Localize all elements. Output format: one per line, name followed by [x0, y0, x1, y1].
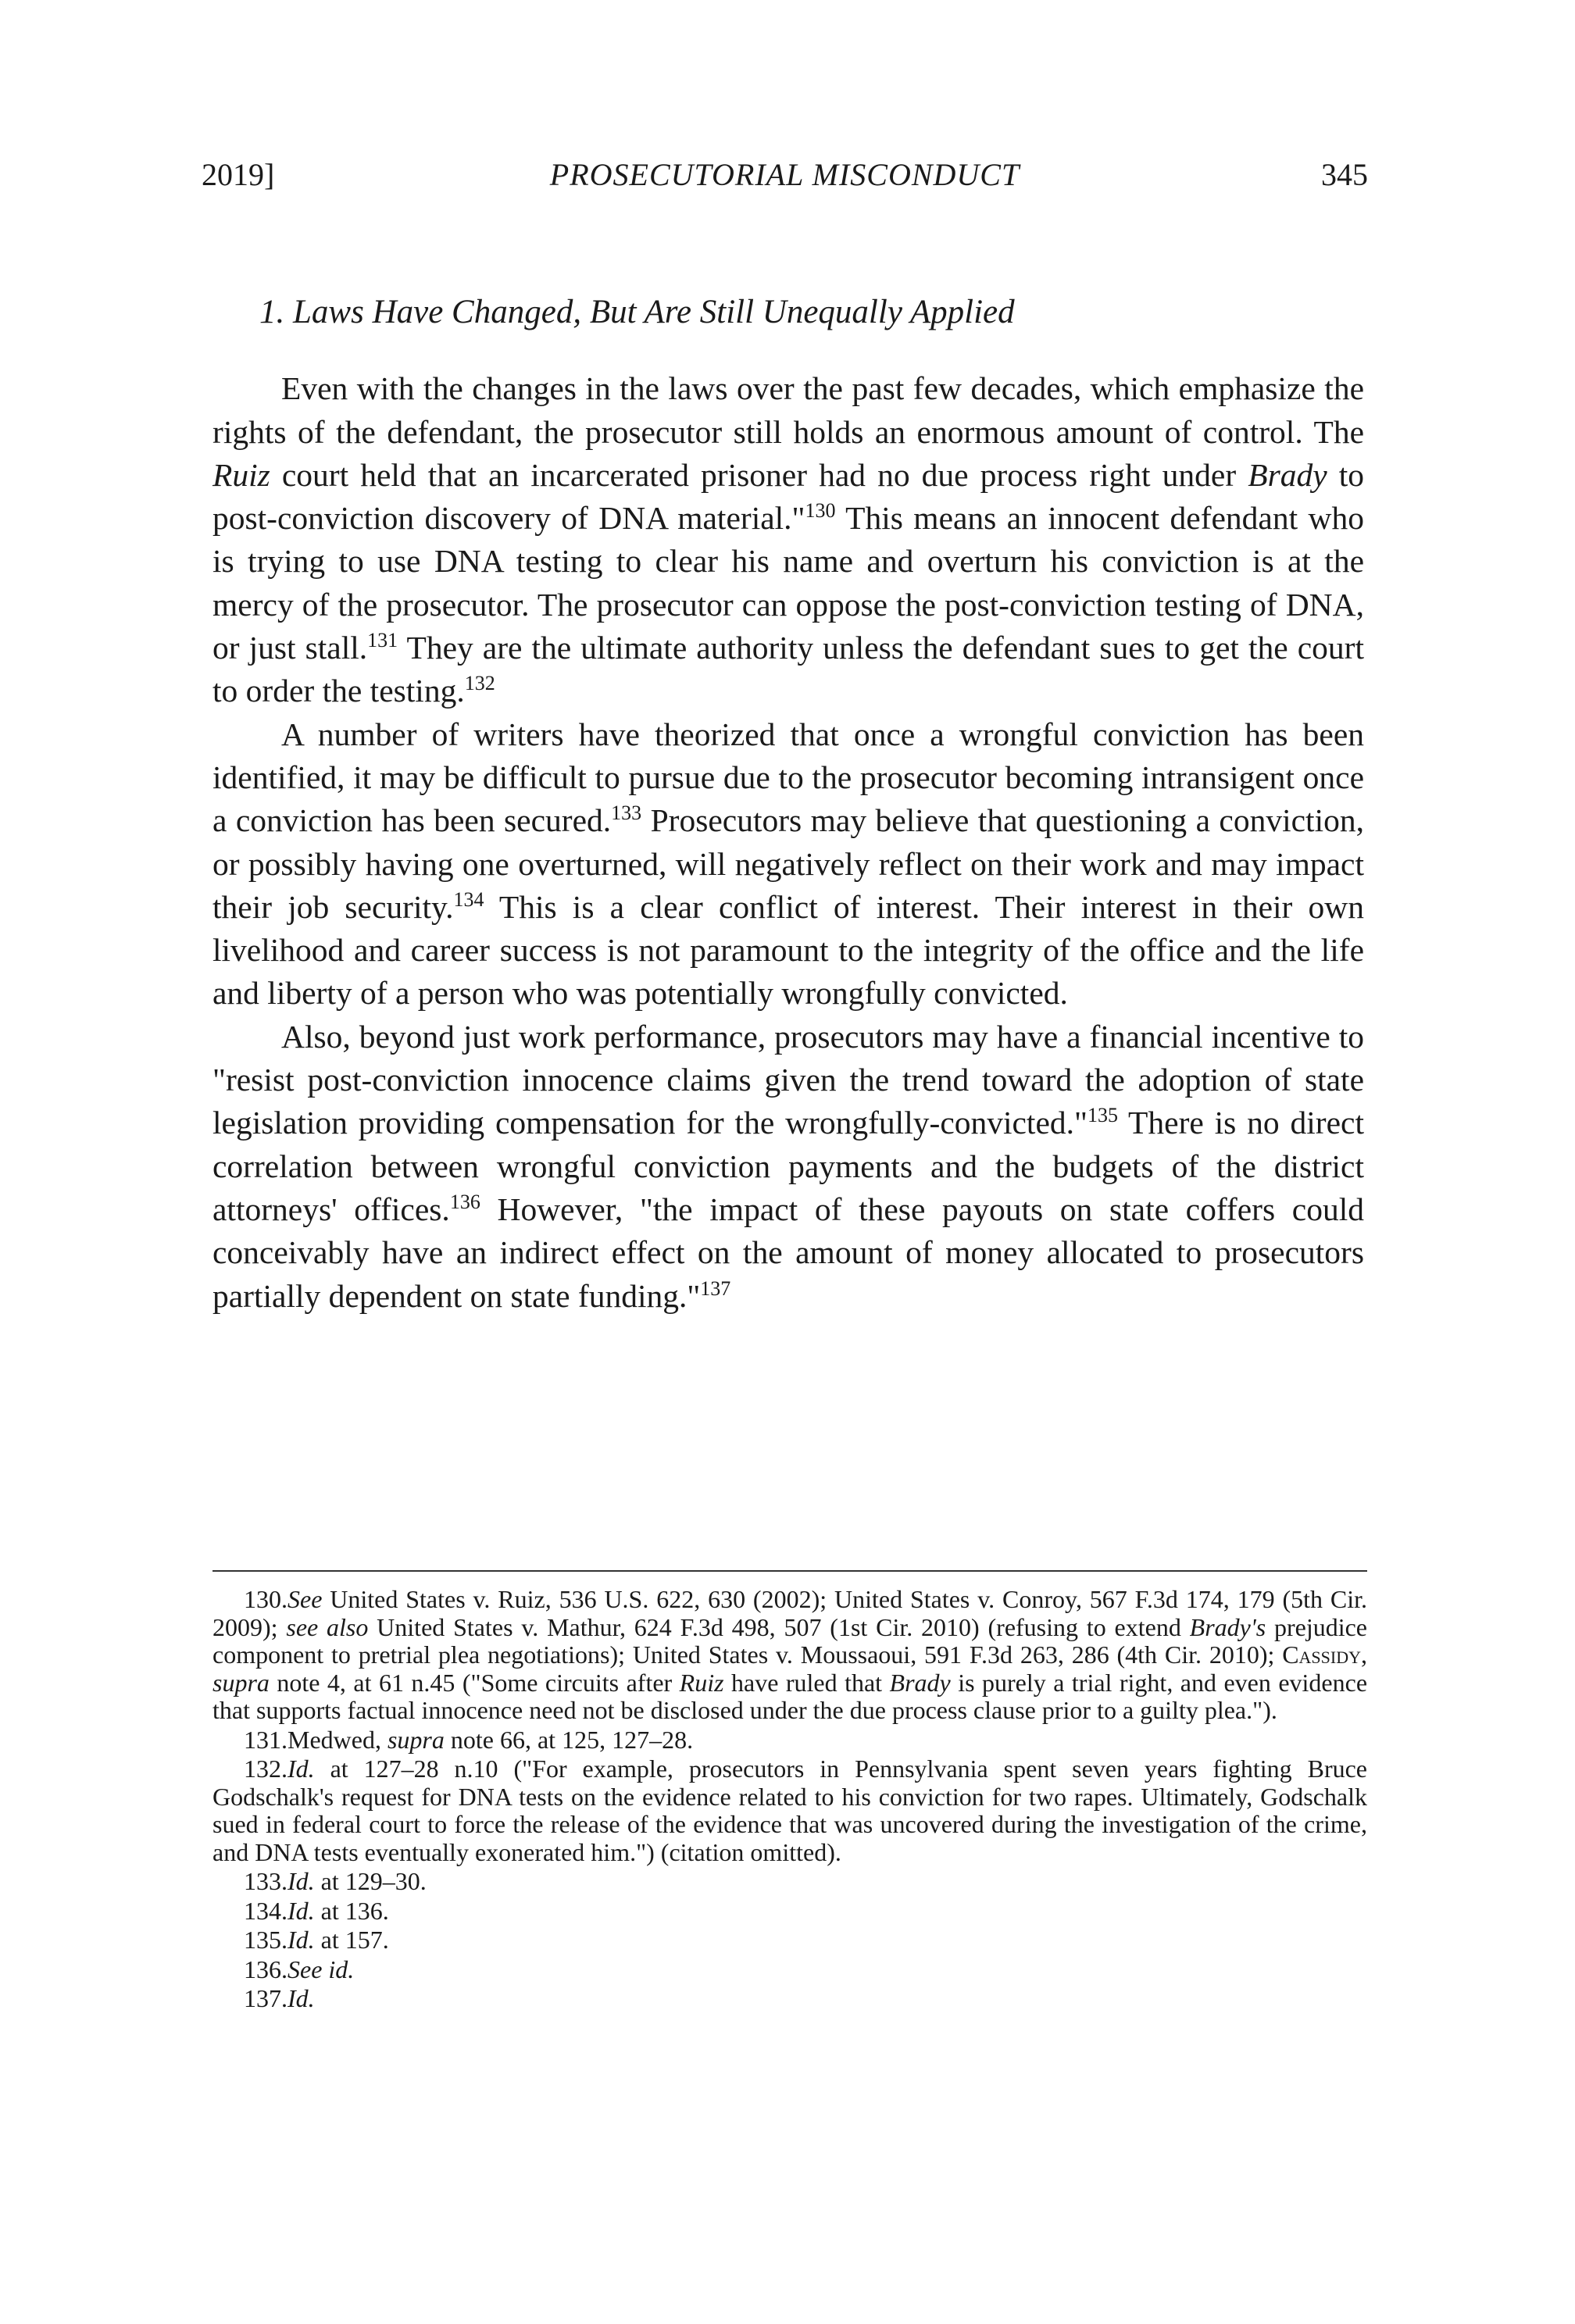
text: prejudice component to pretrial plea negotiations); United States v. Moussaoui, 591 F.3d 263, 286 (4th Cir. 2010); — [212, 1612, 1368, 1669]
signal: Id. — [288, 1926, 315, 1954]
text: at 136. — [314, 1896, 389, 1925]
signal: See id. — [288, 1955, 355, 1983]
signal: Id. — [288, 1984, 315, 2012]
case-name: Brady's — [1189, 1612, 1266, 1641]
text: Also, beyond just work performance, prosecutors may have a financial incentive to "resist post-conviction innocence claims given the trend toward the adoption of state legislation providing compensation for the wrongfully-convicted." — [212, 1018, 1364, 1141]
text: There is no direct correlation between wrongful conviction payments and the budgets of the district attorneys' offices. — [212, 1105, 1364, 1227]
text: , — [1361, 1640, 1367, 1669]
footnote-135 — [212, 1926, 1367, 1955]
author-name: Cassidy — [1282, 1640, 1361, 1669]
footnote-134 — [212, 1897, 1367, 1926]
footnote-ref-137[interactable]: 137 — [700, 1276, 731, 1300]
signal: see also — [286, 1612, 369, 1641]
footnote-133 — [212, 1868, 1367, 1896]
text: is purely a trial right, and even evidence that supports factual innocence need not be disclosed under the due process clause prior to a guilty plea."). — [212, 1668, 1368, 1724]
body-text — [212, 291, 1364, 1318]
footnotes — [212, 1586, 1367, 2015]
footnote-ref-135[interactable]: 135 — [1087, 1104, 1118, 1127]
section-heading: 1. Laws Have Changed, But Are Still Unequally Applied — [259, 294, 1015, 330]
text: note 66, at 125, 127–28. — [444, 1725, 694, 1754]
text: United States v. Mathur, 624 F.3d 498, 507 (1st Cir. 2010) (refusing to extend — [368, 1612, 1190, 1641]
text: Even with the changes in the laws over the past few decades, which emphasize the rights of the defendant, the prosecutor still holds an enormous amount of control. The — [212, 370, 1364, 450]
header-title: PROSECUTORIAL MISCONDUCT — [549, 157, 1020, 192]
footnote-ref-133[interactable]: 133 — [611, 801, 642, 825]
text: United States v. Ruiz, 536 U.S. 622, 630 (2002); United States v. Conroy, 567 F.3d 174, 179 (5th Cir. 2009); — [212, 1585, 1367, 1641]
signal: supra — [387, 1725, 445, 1754]
footnote-number: 135. — [244, 1926, 288, 1954]
text: have ruled that — [723, 1668, 890, 1697]
signal: Id. — [288, 1867, 315, 1895]
footnote-ref-136[interactable]: 136 — [449, 1191, 480, 1214]
paragraph-1 — [212, 367, 1364, 712]
case-name: Ruiz — [212, 456, 270, 493]
footnote-number: 137. — [244, 1984, 288, 2012]
footnote-ref-134[interactable]: 134 — [453, 888, 484, 912]
signal: Id. — [288, 1896, 315, 1925]
footnote-131 — [212, 1726, 1367, 1755]
paragraph-2 — [212, 713, 1364, 1016]
footnote-136 — [212, 1956, 1367, 1984]
text: Medwed, — [288, 1725, 388, 1754]
signal: See — [288, 1585, 323, 1613]
case-name: Brady — [889, 1668, 951, 1697]
footnote-ref-132[interactable]: 132 — [464, 672, 495, 695]
text: However, "the impact of these payouts on state coffers could conceivably have an indirect effect on the amount of money allocated to prosecutors partially dependent on state funding." — [212, 1191, 1364, 1314]
footnote-number: 131. — [244, 1725, 288, 1754]
text: at 157. — [314, 1926, 389, 1954]
footnote-137 — [212, 1985, 1367, 2013]
running-header — [202, 156, 1368, 203]
text: at 129–30. — [314, 1867, 427, 1895]
text: This means an innocent defendant who is trying to use DNA testing to clear his name and overturn his conviction is at the mercy of the prosecutor. The prosecutor can oppose the post-conviction testing of DNA, or just stall. — [212, 500, 1364, 666]
text: Prosecutors may believe that questioning a conviction, or possibly having one overturned, will negatively reflect on their work and may impact their job security. — [212, 802, 1364, 925]
signal: Id. — [288, 1755, 315, 1783]
case-name: Ruiz — [679, 1668, 724, 1697]
header-volume-year: 2019] — [202, 157, 275, 192]
text: A number of writers have theorized that once a wrongful conviction has been identified, it may be difficult to pursue due to the prosecutor becoming intransigent once a conviction has been secured. — [212, 716, 1364, 839]
footnote-number: 134. — [244, 1896, 288, 1925]
text: to post-conviction discovery of DNA material." — [212, 456, 1364, 537]
footnote-divider — [212, 1570, 1367, 1572]
footnote-number: 130. — [244, 1585, 288, 1613]
paragraph-3 — [212, 1016, 1364, 1318]
footnote-number: 136. — [244, 1955, 288, 1983]
case-name: Brady — [1248, 456, 1327, 493]
page-number: 345 — [1321, 157, 1368, 192]
text: court held that an incarcerated prisoner had no due process right under — [270, 456, 1248, 493]
text: This is a clear conflict of interest. Their interest in their own livelihood and career success is not paramount to the integrity of the office and the life and liberty of a person who was potentially wrongfully convicted. — [212, 888, 1364, 1012]
footnote-132 — [212, 1755, 1367, 1866]
footnote-ref-131[interactable]: 131 — [367, 629, 398, 652]
footnote-number: 133. — [244, 1867, 288, 1895]
text: note 4, at 61 n.45 ("Some circuits after — [269, 1668, 680, 1697]
footnote-number: 132. — [244, 1755, 288, 1783]
text: They are the ultimate authority unless the defendant sues to get the court to order the testing. — [212, 630, 1364, 709]
footnote-130 — [212, 1586, 1367, 1725]
signal: supra — [212, 1668, 270, 1697]
footnote-ref-130[interactable]: 130 — [805, 499, 836, 523]
text: at 127–28 n.10 ("For example, prosecutors in Pennsylvania spent seven years fighting Bruce Godschalk's request for DNA tests on the evidence related to his conviction for two rapes. Ultimately, Godschalk sued in federal court to force the release of the evidence that was uncovered during the investigation of the crime, and DNA tests eventually exonerated him.") (citation omitted). — [212, 1755, 1367, 1866]
